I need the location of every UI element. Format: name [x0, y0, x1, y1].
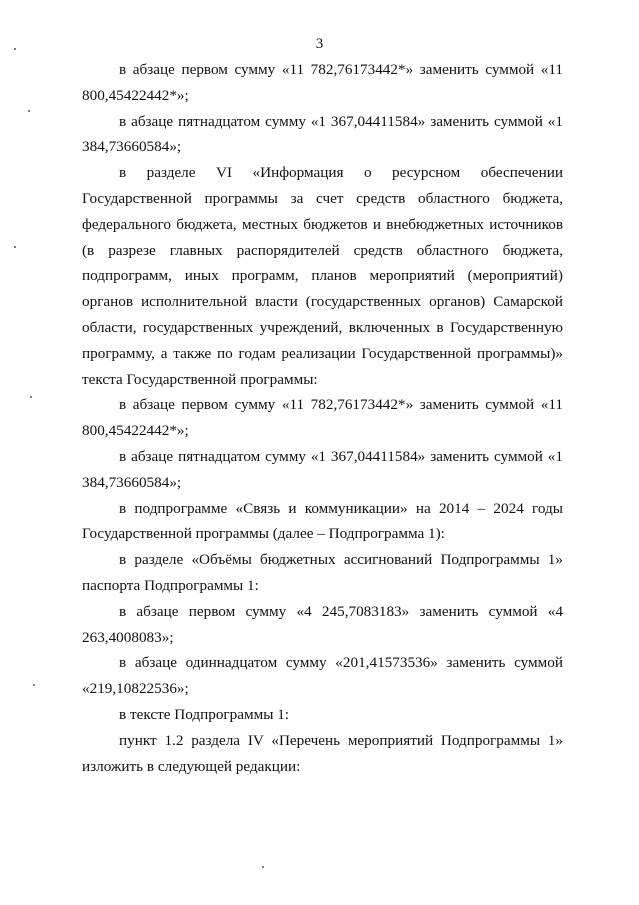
page-number: 3	[315, 36, 324, 52]
paragraph: в абзаце пятнадцатом сумму «1 367,04411584» заменить суммой «1 384,73660584»;	[82, 447, 563, 491]
paragraph: в разделе «Объёмы бюджетных ассигнований Подпрограммы 1» паспорта Подпрограммы 1:	[82, 551, 563, 594]
paragraph: в абзаце первом сумму «4 245,7083183» заменить суммой «4 263,4008083»;	[82, 602, 563, 646]
paragraph: пункт 1.2 раздела IV «Перечень мероприятий Подпрограммы 1» изложить в следующей редакции:	[82, 731, 563, 775]
paragraph: в абзаце одиннадцатом сумму «201,41573536» заменить суммой «219,10822536»;	[82, 654, 563, 698]
paragraph: в разделе VI «Информация о ресурсном обеспечении Государственной программы за счет средств областного бюджета, федерального бюджета, местных бюджетов и внебюджетных источников (в разрезе главных распорядителей средств областного бюджета, подпрограмм, иных программ, планов мероприятий (мероприятий) органов исполнительной власти (государственных органов) Самарской области, государственных учреждений, включенных в Государственную программу, а также по годам реализации Государственной программы)» текста Государственной программы:	[82, 164, 563, 388]
paragraph: в абзаце первом сумму «11 782,76173442*» заменить суммой «11 800,45422442*»;	[82, 61, 563, 104]
scan-speck	[28, 110, 30, 112]
paragraph: в тексте Подпрограммы 1:	[119, 705, 290, 723]
paragraph: в абзаце пятнадцатом сумму «1 367,04411584» заменить суммой «1 384,73660584»;	[82, 112, 563, 156]
paragraph: в абзаце первом сумму «11 782,76173442*» заменить суммой «11 800,45422442*»;	[82, 396, 563, 440]
document-body	[82, 57, 563, 779]
scan-speck	[14, 246, 16, 248]
scan-speck	[30, 396, 32, 398]
scan-speck	[33, 684, 35, 686]
paragraph: в подпрограмме «Связь и коммуникации» на 2014 – 2024 годы Государственной программы (далее – Подпрограмма 1):	[82, 499, 563, 543]
scan-speck	[262, 866, 264, 868]
